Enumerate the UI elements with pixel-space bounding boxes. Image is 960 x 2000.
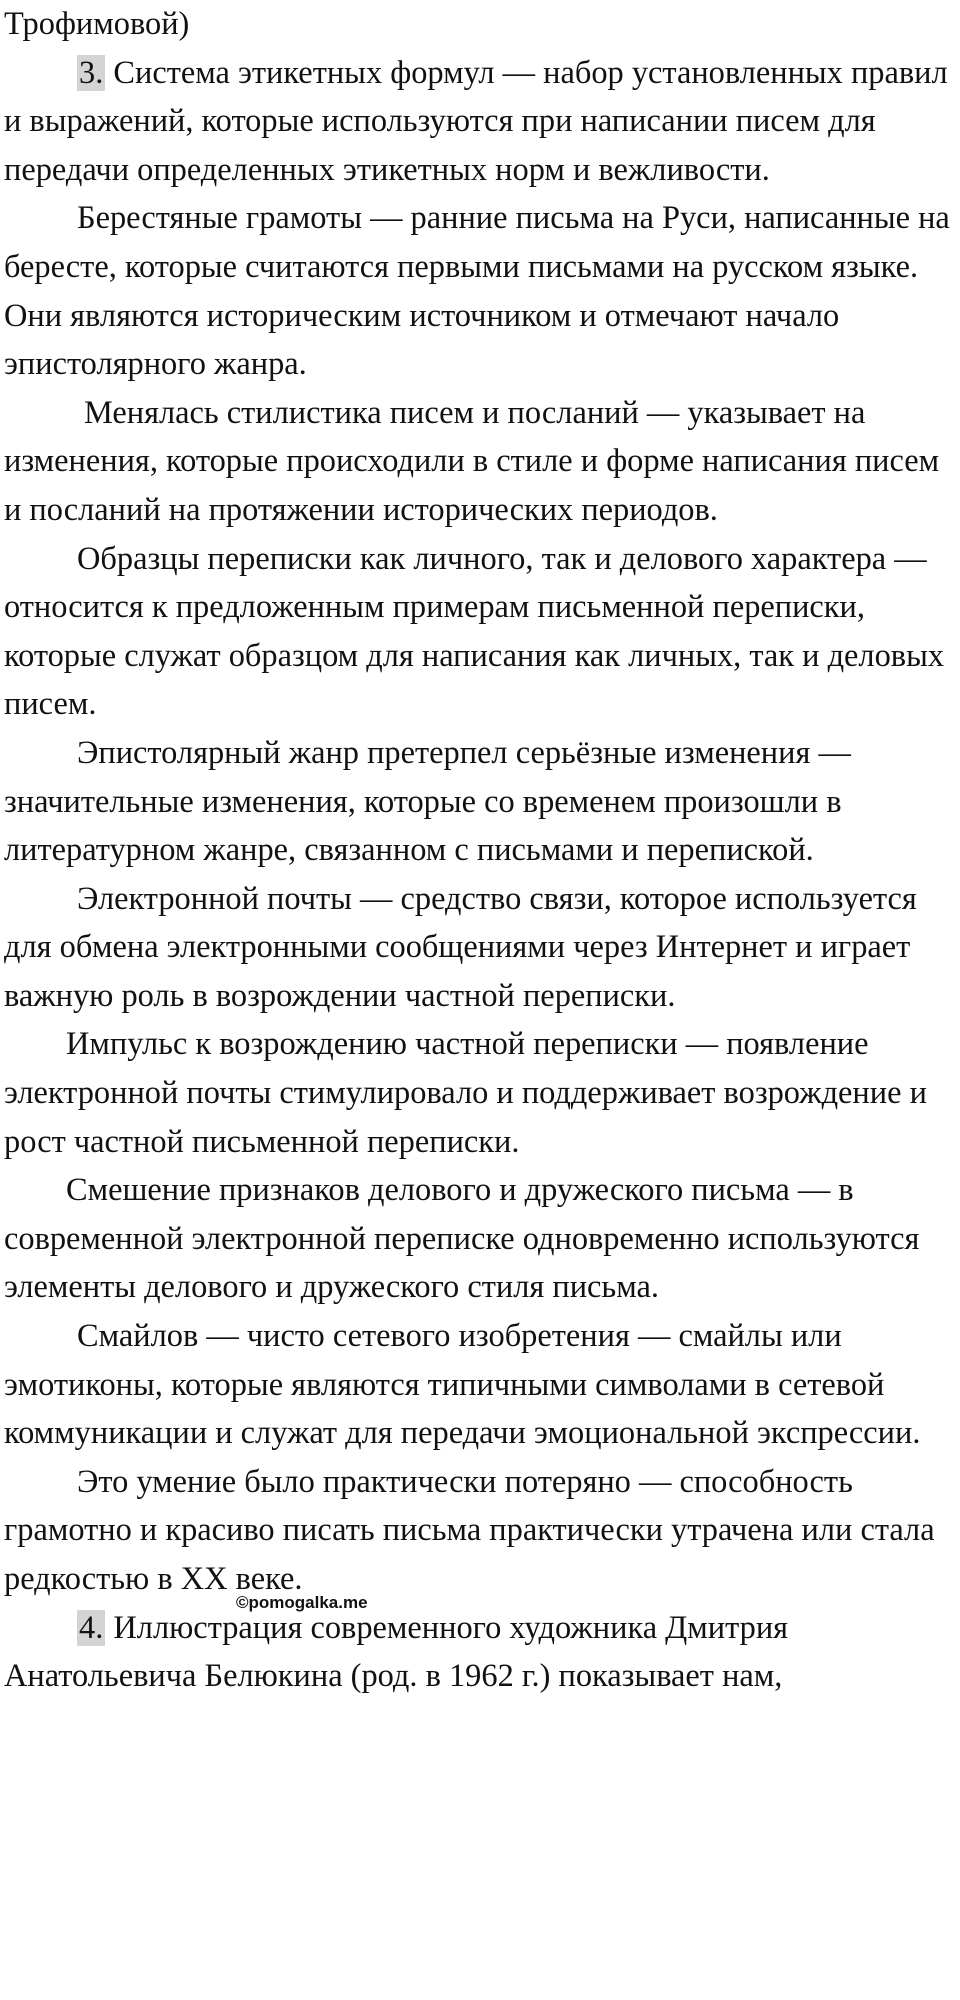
item-number-4: 4.	[79, 1609, 104, 1646]
paragraph-epistolary-genre: Эпистолярный жанр претерпел серьёзные изменения — значительные изменения, которые со временем произошли в литературном жанре, связанном с письмами и перепиской.	[4, 734, 851, 869]
paragraph-samples: Образцы переписки как личного, так и делового характера — относится к предложенным примерам письменной переписки, которые служат образцом для написания как личных, так и деловых писем.	[4, 540, 945, 723]
paragraph-smileys: Смайлов — чисто сетевого изобретения — смайлы или эмотиконы, которые являются типичными символами в сетевой коммуникации и служат для передачи эмоциональной экспрессии.	[4, 1318, 921, 1452]
watermark: ©pomogalka.me	[236, 1593, 368, 1612]
item-number-3: 3.	[79, 54, 104, 91]
item-3-text: Система этикетных формул — набор установленных правил и выражений, которые используются при написании писем для передачи определенных этикетных норм и вежливости.	[4, 54, 948, 188]
continuation-line: Трофимовой)	[4, 6, 190, 42]
paragraph-lost-skill: Это умение было практически потеряно — способность грамотно и красиво писать письма практически утрачена или стала редкостью в XX веке.	[4, 1463, 935, 1597]
item-4-text: Иллюстрация современного художника Дмитрия Анатольевича Белюкина (род. в 1962 г.) показывает нам,	[4, 1609, 789, 1695]
paragraph-email: Электронной почты — средство связи, которое используется для обмена электронными сообщениями через Интернет и играет важную роль в возрождении частной переписки.	[4, 880, 917, 1014]
paragraph-impulse: Импульс к возрождению частной переписки — появление электронной почты стимулировало и поддерживает возрождение и рост частной письменной переписки.	[4, 1026, 927, 1160]
document-text	[4, 0, 958, 1701]
paragraph-mixing: Смешение признаков делового и дружеского письма — в современной электронной переписке одновременно используются элементы делового и дружеского стиля письма.	[4, 1172, 920, 1306]
item-4	[4, 1604, 958, 1701]
item-3	[4, 49, 958, 195]
paragraph-stylistics: Менялась стилистика писем и посланий — указывает на изменения, которые происходили в стиле и форме написания писем и посланий на протяжении исторических периодов.	[4, 394, 940, 528]
paragraph-birch-bark: Берестяные грамоты — ранние письма на Руси, написанные на бересте, которые считаются первыми письмами на русском языке. Они являются историческим источником и отмечают начало эпистолярного жанра.	[4, 200, 950, 383]
